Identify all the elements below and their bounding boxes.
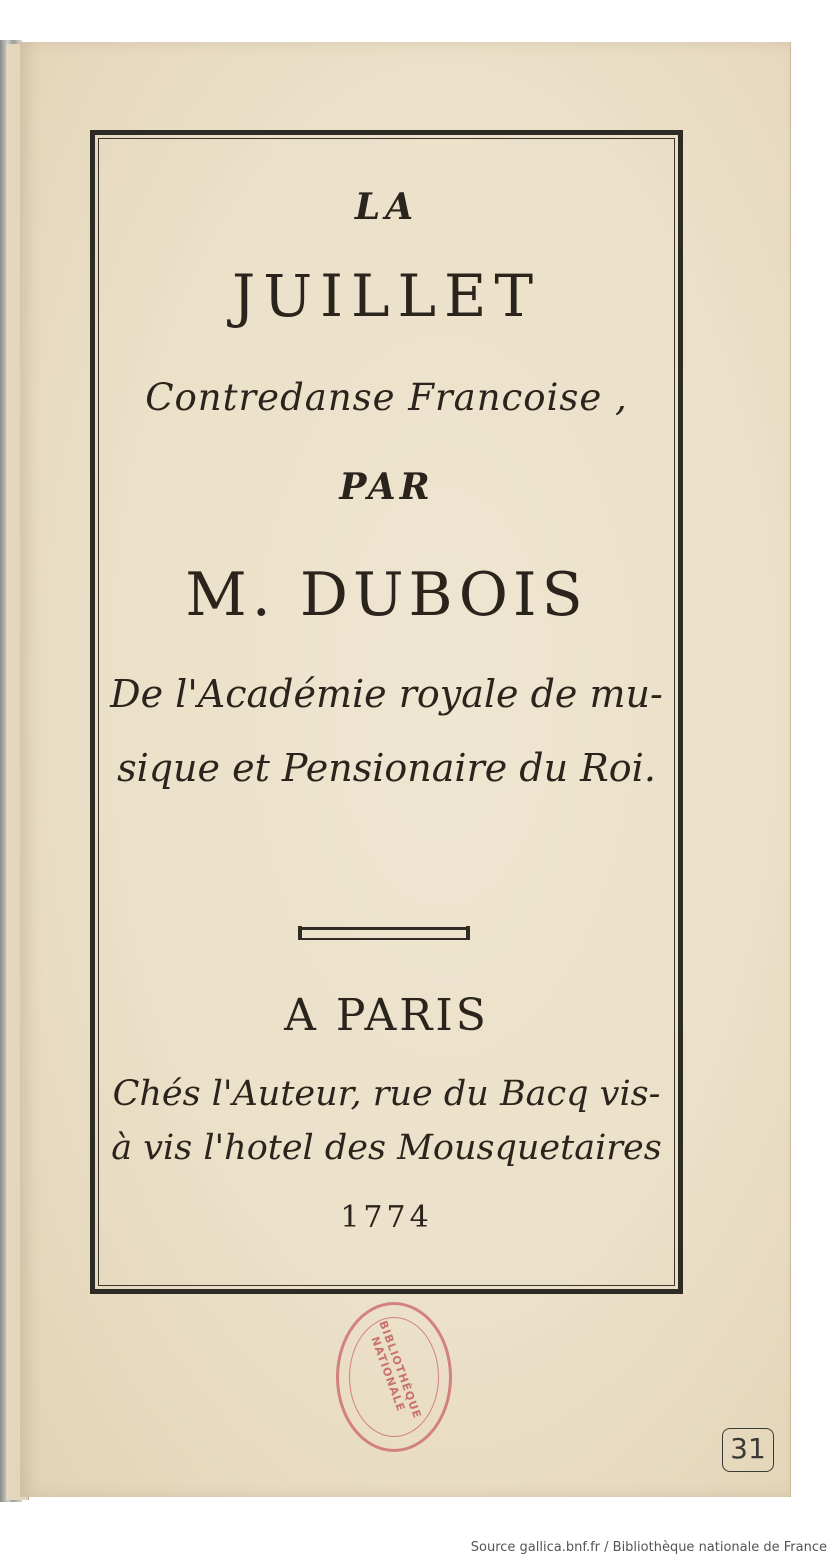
library-stamp-text: BIBLIOTHÈQUE NATIONALE bbox=[368, 1318, 424, 1421]
imprint-year: 1774 bbox=[340, 1200, 433, 1235]
author-name: M. DUBOIS bbox=[185, 560, 588, 630]
library-stamp bbox=[336, 1302, 452, 1452]
title-article: LA bbox=[354, 186, 419, 228]
author-affiliation-line-2: sique et Pensionaire du Roi. bbox=[117, 746, 656, 790]
ornamental-rule bbox=[300, 927, 468, 940]
imprint-place: A PARIS bbox=[284, 990, 489, 1041]
work-subtitle: Contredanse Francoise , bbox=[145, 376, 628, 419]
imprint-address-line-1: Chés l'Auteur, rue du Bacq vis- bbox=[112, 1074, 661, 1114]
shelf-mark: 31 bbox=[722, 1428, 774, 1472]
by-line: PAR bbox=[339, 466, 434, 508]
source-credit: Source gallica.bnf.fr / Bibliothèque nationale de France bbox=[470, 1540, 827, 1555]
author-affiliation-line-1: De l'Académie royale de mu- bbox=[110, 672, 663, 716]
imprint-address-line-2: à vis l'hotel des Mousquetaires bbox=[111, 1128, 662, 1168]
work-title: JUILLET bbox=[231, 262, 542, 330]
